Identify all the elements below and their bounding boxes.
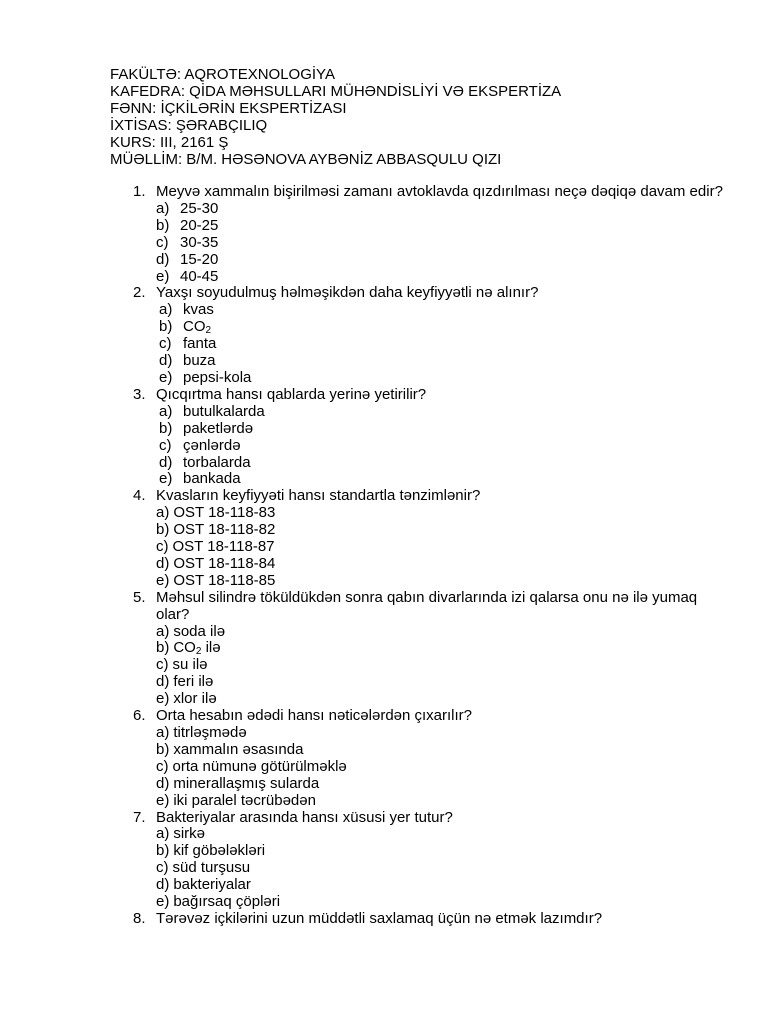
document-header — [110, 66, 561, 168]
option-letter: e) — [159, 470, 173, 488]
option-text: butulkalarda — [183, 402, 265, 420]
question-4 — [133, 488, 733, 589]
option-text: buza — [183, 352, 216, 370]
option-text-suffix: ilə — [201, 639, 221, 657]
option-text: OST 18-118-83 — [173, 504, 276, 522]
option-text: kif göbələkləri — [173, 842, 266, 860]
option-text: feri ilə — [173, 673, 214, 691]
option-text: bağırsaq çöpləri — [173, 893, 281, 911]
option-e — [156, 793, 733, 810]
option-c — [156, 336, 733, 353]
option-letter: d) — [156, 673, 170, 691]
option-letter: b) — [159, 419, 173, 437]
option-list — [156, 302, 733, 387]
department-line: KAFEDRA: QİDA MƏHSULLARI MÜHƏNDİSLİYİ VƏ EKSPERTİZA — [110, 83, 562, 100]
question-5 — [133, 590, 733, 708]
option-letter: a) — [159, 301, 173, 319]
question-number: 3. — [133, 385, 146, 403]
subject-line: FƏNN: İÇKİLƏRİN EKSPERTİZASI — [110, 100, 347, 117]
question-text: Məhsul silindrə töküldükdən sonra qabın divarlarında izi qalarsa onu nə ilə yumaq olar? — [156, 588, 698, 623]
faculty-line: FAKÜLTƏ: AQROTEXNOLOGİYA — [110, 66, 335, 83]
option-c — [156, 657, 733, 674]
option-b — [156, 843, 733, 860]
option-text: çənlərdə — [183, 436, 241, 454]
option-text: CO — [173, 639, 196, 657]
option-text: kvas — [183, 301, 214, 319]
option-b — [156, 421, 733, 438]
option-text: bakteriyalar — [173, 876, 251, 894]
option-e — [156, 471, 733, 488]
option-letter: a) — [156, 724, 170, 741]
question-6 — [133, 708, 733, 809]
option-text: orta nümunə götürülməklə — [172, 757, 347, 775]
teacher-line: MÜƏLLİM: B/M. HƏSƏNOVA AYBƏNİZ ABBASQULU QIZI — [110, 151, 502, 168]
option-text: paketlərdə — [183, 419, 254, 437]
option-text: iki paralel təcrübədən — [173, 791, 316, 809]
option-c — [156, 438, 733, 455]
option-letter: c) — [156, 656, 169, 674]
option-b — [156, 522, 733, 539]
question-number: 4. — [133, 487, 146, 505]
option-a — [156, 624, 733, 641]
option-text: süd turşusu — [172, 859, 251, 877]
question-7 — [133, 810, 733, 911]
question-text: Meyvə xammalın bişirilməsi zamanı avtoklavda qızdırılması neçə dəqiqə davam edir? — [156, 183, 723, 200]
option-a — [156, 302, 733, 319]
option-letter: e) — [159, 368, 173, 386]
option-a — [156, 201, 733, 218]
option-letter: c) — [156, 859, 169, 877]
option-list — [156, 201, 733, 286]
option-text: 30-35 — [180, 233, 219, 251]
option-e — [156, 573, 733, 590]
option-d — [156, 674, 733, 691]
option-text: 15-20 — [180, 250, 219, 268]
option-letter: c) — [156, 233, 169, 251]
option-letter: c) — [159, 436, 172, 454]
option-text: soda ilə — [173, 622, 226, 640]
question-text: Kvasların keyfiyyəti hansı standartla tənzimlənir? — [156, 487, 481, 505]
option-e — [156, 894, 733, 911]
option-b — [156, 640, 733, 657]
option-c — [156, 539, 733, 556]
option-d — [156, 353, 733, 370]
question-text: Yaxşı soyudulmuş həlməşikdən daha keyfiyyətli nə alınır? — [156, 284, 539, 302]
option-c — [156, 235, 733, 252]
option-list — [156, 505, 733, 590]
option-letter: d) — [159, 352, 173, 370]
option-text: xlor ilə — [173, 690, 217, 708]
question-number: 5. — [133, 588, 146, 606]
question-number: 6. — [133, 707, 146, 725]
option-letter: a) — [156, 622, 170, 640]
question-text: Bakteriyalar arasında hansı xüsusi yer tutur? — [156, 808, 453, 826]
option-letter: b) — [156, 639, 170, 657]
option-b — [156, 319, 733, 336]
option-text: CO — [183, 318, 206, 336]
option-list — [156, 404, 733, 489]
question-text: Orta hesabın ədədi hansı nəticələrdən çıxarılır? — [156, 707, 473, 725]
option-subscript: 2 — [205, 325, 212, 337]
question-number: 8. — [133, 909, 146, 927]
option-letter: c) — [159, 335, 172, 353]
option-a — [156, 505, 733, 522]
option-d — [156, 556, 733, 573]
specialty-line: İXTİSAS: ŞƏRABÇILIQ — [110, 117, 268, 134]
question-number: 2. — [133, 284, 146, 302]
option-letter: d) — [156, 774, 170, 792]
option-d — [156, 776, 733, 793]
option-text: minerallaşmış sularda — [173, 774, 320, 792]
option-c — [156, 860, 733, 877]
question-text: Qıcqırtma hansı qablarda yerinə yetirilir? — [156, 385, 427, 403]
option-list — [156, 624, 733, 709]
option-b — [156, 218, 733, 235]
question-text: Tərəvəz içkilərini uzun müddətli saxlamaq üçün nə etmək lazımdır? — [156, 909, 603, 927]
option-letter: b) — [156, 740, 170, 758]
option-text: titrləşmədə — [173, 724, 247, 741]
option-subscript: 2 — [195, 646, 202, 658]
option-a — [156, 725, 733, 742]
option-letter: e) — [156, 690, 170, 708]
option-text: fanta — [183, 335, 217, 353]
option-letter: e) — [156, 893, 170, 911]
option-text: OST 18-118-85 — [173, 571, 276, 589]
option-text: sirkə — [173, 825, 206, 843]
option-text: xammalın əsasında — [173, 740, 304, 758]
option-letter: b) — [156, 521, 170, 539]
option-e — [156, 269, 733, 286]
option-letter: d) — [156, 250, 170, 268]
option-b — [156, 742, 733, 759]
option-letter: b) — [156, 842, 170, 860]
option-letter: e) — [156, 571, 170, 589]
option-text: OST 18-118-84 — [173, 554, 276, 572]
option-letter: d) — [159, 453, 173, 471]
option-text: su ilə — [172, 656, 208, 674]
option-a — [156, 404, 733, 421]
option-a — [156, 826, 733, 843]
question-2 — [133, 285, 733, 386]
option-text: 40-45 — [180, 267, 219, 285]
option-letter: d) — [156, 876, 170, 894]
option-text: pepsi-kola — [183, 368, 252, 386]
option-text: torbalarda — [183, 453, 251, 471]
question-number: 1. — [133, 183, 146, 200]
option-letter: a) — [159, 402, 173, 420]
question-list — [133, 184, 733, 928]
option-letter: a) — [156, 199, 170, 217]
option-letter: c) — [156, 538, 169, 556]
course-line: KURS: III, 2161 Ş — [110, 134, 229, 151]
question-number: 7. — [133, 808, 146, 826]
option-d — [156, 455, 733, 472]
option-letter: d) — [156, 554, 170, 572]
option-d — [156, 877, 733, 894]
option-letter: c) — [156, 757, 169, 775]
question-3 — [133, 387, 733, 488]
option-e — [156, 370, 733, 387]
option-text: 20-25 — [180, 216, 219, 234]
option-text: 25-30 — [180, 199, 219, 217]
option-e — [156, 691, 733, 708]
option-list — [156, 826, 733, 911]
option-text: bankada — [183, 470, 241, 488]
option-letter: b) — [159, 318, 173, 336]
option-text: OST 18-118-82 — [173, 521, 276, 539]
option-letter: a) — [156, 504, 170, 522]
option-c — [156, 759, 733, 776]
question-1 — [133, 184, 733, 285]
option-letter: a) — [156, 825, 170, 843]
question-8 — [133, 911, 733, 928]
option-letter: b) — [156, 216, 170, 234]
option-d — [156, 252, 733, 269]
option-text: OST 18-118-87 — [172, 538, 275, 556]
option-letter: e) — [156, 791, 170, 809]
option-list — [156, 725, 733, 810]
option-letter: e) — [156, 267, 170, 285]
